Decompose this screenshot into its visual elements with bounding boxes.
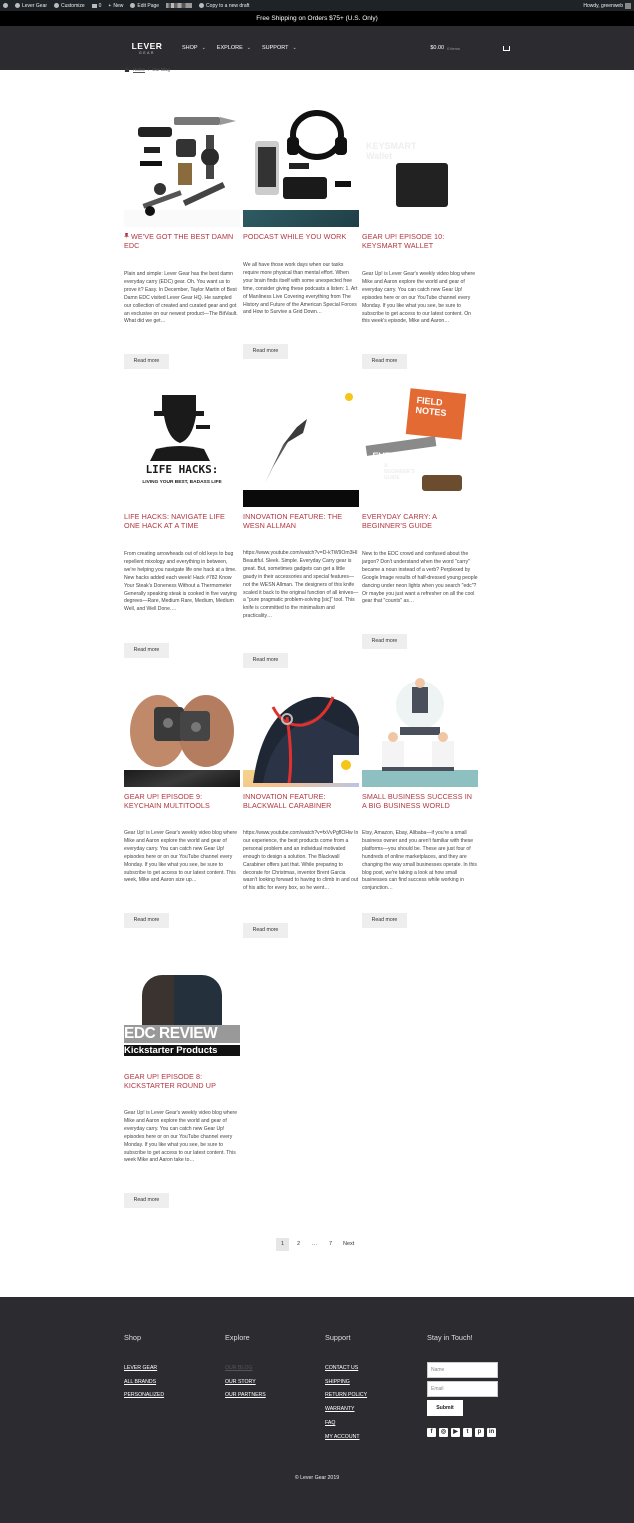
newsletter-submit-button[interactable]: Submit [427,1400,463,1416]
blog-post-card [362,387,478,651]
read-more-button[interactable]: Read more [362,634,407,649]
blog-post-card [362,107,478,373]
twitter-icon[interactable]: t [463,1428,472,1437]
footer-link-our-blog[interactable]: OUR BLOG [225,1365,253,1371]
wordpress-icon [3,3,8,8]
blog-post-card [362,667,478,929]
post-title-text: WE'VE GOT THE BEST DAMN EDC [124,232,234,250]
edit-page-item[interactable] [130,3,159,9]
logo-sub-text: GEAR [139,50,155,55]
youtube-icon[interactable]: ▶ [451,1428,460,1437]
instagram-icon[interactable]: ◎ [440,1429,447,1435]
read-more-button[interactable]: Read more [124,913,169,928]
post-excerpt: Etsy, Amazon, Ebay, Alibaba—if you're a small business owner and you aren't familiar with these platforms—you should be. These are just four of hundreds of online marketplaces, and they are changing the way small businesses operate. In this blog post, we're taking a look at how small businesses can find success while working in conjunction… [362,830,477,892]
nav-support-label: SUPPORT [261,45,289,51]
footer-link-our-partners[interactable]: OUR PARTNERS [225,1392,266,1399]
post-thumbnail[interactable] [243,210,359,227]
footer-link-lever-gear[interactable]: LEVER GEAR [124,1365,158,1371]
copy-icon [199,3,204,8]
footer-link-warranty[interactable]: WARRANTY [325,1406,355,1413]
post-thumbnail[interactable] [243,770,359,787]
brush-icon [54,3,59,8]
copyright: © Lever Gear 2019 [294,1475,340,1481]
page-dots: … [311,1241,318,1247]
pinterest-icon[interactable]: p [475,1428,484,1437]
next-page-link[interactable]: Next [343,1241,355,1247]
breadcrumb-current: Our Blog [152,67,171,72]
page-2-link[interactable]: 2 [296,1241,301,1247]
chevron-down-icon: ⌄ [292,45,297,51]
post-title[interactable]: INNOVATION FEATURE: BLACKWALL CARABINER [243,792,332,810]
post-title[interactable]: SMALL BUSINESS SUCCESS IN A BIG BUSINESS WORLD [362,792,473,810]
footer-link-personalized[interactable]: PERSONALIZED [124,1392,165,1399]
new-label: New [113,2,124,9]
footer-newsletter-title: Stay in Touch! [427,1333,473,1342]
social-links [427,1428,498,1437]
customize-item[interactable] [54,3,85,9]
post-thumbnail[interactable] [124,210,240,227]
comments-item[interactable] [92,3,102,9]
blog-post-card [243,387,359,669]
post-title[interactable]: INNOVATION FEATURE: THE WESN ALLMAN [243,512,343,530]
read-more-button[interactable]: Read more [124,643,169,658]
my-account-item[interactable] [583,3,631,9]
site-footer [0,1297,634,1523]
keychain-multitools-in-hands-image [124,770,240,783]
footer-support-title: Support [325,1333,351,1342]
pencil-icon [130,3,135,8]
knife-image [243,490,359,503]
cart-item-count: 0 items [447,45,460,51]
post-thumbnail[interactable] [362,770,478,787]
footer-link-all-brands[interactable]: ALL BRANDS [124,1378,157,1385]
facebook-icon[interactable]: f [427,1428,436,1437]
post-thumbnail[interactable] [124,770,240,787]
comments-count: 0 [98,2,102,9]
post-excerpt: https://www.youtube.com/watch?v=D-kTW9Om3HI Beautiful. Sleek. Simple. Everyday Carry gear is great. But, sometimes gadgets can get a little gaudy in their accessories and special features—not the WESN Allman. The designers of this knife scaled it back to the original function of all knives—a "pure pragmatic problem-solving [sic]" tool. This knife is committed to the minimalism and practicality… [243,550,359,620]
footer-shop-title: Shop [124,1333,142,1342]
post-excerpt: Gear Up! is Lever Gear's weekly video blog where Mike and Aaron explore the world and gear of everyday carry. You can catch new Gear Up! episodes here or on our YouTube channel every Monday. If you like what you see, be sure to subscribe to get access to our latest content. This week Mike and Aaron take to… [124,1110,238,1164]
post-title[interactable] [124,232,240,250]
pagination [276,1238,357,1251]
footer-link-my-account[interactable]: MY ACCOUNT [325,1433,360,1440]
footer-explore-column [225,1333,266,1403]
read-more-button[interactable]: Read more [362,354,407,369]
chevron-down-icon: ⌄ [201,45,206,51]
post-title[interactable]: LIFE HACKS: NAVIGATE LIFE ONE HACK AT A TIME [124,512,225,530]
blog-post-card [124,667,240,929]
post-title[interactable]: GEAR UP! EPISODE 8: KICKSTARTER ROUND UP [124,1072,216,1090]
site-logo[interactable] [127,42,167,55]
nav-explore[interactable] [217,45,251,51]
footer-shop-column [124,1333,164,1403]
site-name-item[interactable] [15,3,47,9]
wp-logo-item[interactable] [3,3,8,8]
footer-link-shipping[interactable]: SHIPPING [325,1378,350,1385]
blog-post-card [243,107,359,363]
promo-bar: Free Shipping on Orders $75+ (U.S. Only) [0,11,634,26]
linkedin-icon[interactable]: in [488,1429,495,1435]
chevron-down-icon: ⌄ [246,45,251,51]
breadcrumb [124,67,170,72]
read-more-button[interactable]: Read more [243,923,288,938]
customize-label: Customize [61,2,85,9]
stats-sparkline-icon [166,3,192,8]
post-title[interactable]: PODCAST WHILE YOU WORK [243,232,347,241]
nav-shop[interactable] [182,45,206,51]
blog-post-card [243,667,359,939]
footer-link-our-story[interactable]: OUR STORY [225,1378,256,1385]
post-excerpt: Gear Up! is Lever Gear's weekly video blog where Mike and Aaron explore the world and gear of everyday carry. You can catch new Gear Up! episodes here or on our YouTube channel every Monday. If you like what you see, be sure to subscribe to get access to our latest content. On this week's episode, Mike and Aaron… [362,271,476,325]
footer-explore-title: Explore [225,1333,250,1342]
page-1-current: 1 [276,1238,289,1251]
home-icon [15,3,20,8]
page-7-link[interactable]: 7 [328,1241,333,1247]
primary-nav [182,45,297,51]
admin-bar-left [3,3,249,9]
footer-support-column [325,1333,367,1444]
nav-support[interactable] [262,45,297,51]
edc-gear-flatlay-image [124,210,240,223]
read-more-button[interactable]: Read more [243,344,288,359]
post-excerpt: We all have those work days when our tasks require more physical than mental effort. When your brain finds itself with some unexpected free time, consider giving these podcasts a listen: 1. Art of Manliness Live Covering everything from The History and Future of the American Special Forces and How to Survive a Grid Down… [243,262,358,316]
wp-admin-bar [0,0,634,11]
site-name-label: Lever Gear [22,2,48,9]
footer-link-return-policy[interactable]: RETURN POLICY [325,1392,368,1399]
footer-newsletter-column [427,1333,498,1437]
blog-post-card [124,387,240,659]
read-more-button[interactable]: Read more [124,1193,169,1208]
copy-draft-item[interactable] [199,3,249,9]
nav-shop-label: SHOP [182,45,198,51]
post-excerpt: https://www.youtube.com/watch?v=fxVvPgflOHw In our experience, the best products come from a personal problem and an individual motivated enough to design a solution. The Blackwall Carabiner offers just that. While preparing to decorate for Christmas, inventor Brent Garcia wasn't looking forward to having to climb in and out of his attic for every box, so he went… [243,830,359,892]
read-more-button[interactable]: Read more [243,653,288,668]
edit-page-label: Edit Page [137,2,160,9]
post-excerpt: From creating arrowheads out of old keys to bug repellent mixology and everything in between, we're helping you navigate life one hack at a time. New hacks added each week! Hack #782 Know Your Steak's Doneness Without a Thermometer Generally speaking steak is cooked in five varying degrees—Rare, Medium Rare, Medium, Medium Well, and Well Done.… [124,551,237,613]
blog-post-card [124,947,240,1209]
site-header [0,26,634,70]
blog-post-card [124,107,240,373]
carabiner-on-bag-image [243,770,359,783]
business-illustration-image [362,770,478,783]
cart-total: $0.00 [430,45,445,51]
home-icon [124,67,130,72]
admin-bar-right [583,3,631,9]
basket-icon [503,46,510,51]
header-cart[interactable] [430,26,510,70]
podcast-headphones-image [243,210,359,223]
new-content-item[interactable] [108,3,123,9]
post-excerpt: New to the EDC crowd and confused about the jargon? Don't understand when the word "carry" became a noun instead of a verb? Perplexed by Google Image results of half-dressed young people dancing under neon lights when you search "edc"? Or maybe you just want a refresher on all the cool gear that "counts" as… [362,551,478,605]
logo-main-text: LEVER [131,40,163,51]
post-title[interactable]: GEAR UP! EPISODE 9: KEYCHAIN MULTITOOLS [124,792,210,810]
post-excerpt: Gear Up! is Lever Gear's weekly video blog where Mike and Aaron explore the world and gear of everyday carry. You can catch new Gear Up! episodes here or on our YouTube channel every Monday. If you like what you see, be sure to subscribe to get access to our latest content. This week, Mike and Aaron size up… [124,830,238,884]
post-excerpt: Plain and simple: Lever Gear has the best damn everyday carry (EDC) gear. Oh. You want us to prove it? Easy. In December, Taylor Martin of Best Damn EDC visited Lever Gear HQ. He sampled our collection of created and curated gear and got an exclusive on our newest product—The BitVault. What did we get… [124,271,238,325]
newsletter-name-input[interactable]: Name [427,1362,498,1378]
post-title[interactable]: GEAR UP! EPISODE 10: KEYSMART WALLET [362,232,445,250]
stats-item[interactable] [166,3,192,8]
read-more-button[interactable]: Read more [362,913,407,928]
footer-link-faq[interactable]: FAQ [325,1419,336,1426]
read-more-button[interactable]: Read more [124,354,169,369]
nav-explore-label: EXPLORE [216,45,243,51]
footer-link-contact-us[interactable]: CONTACT US [325,1365,359,1371]
newsletter-email-input[interactable]: Email [427,1381,498,1397]
comment-icon [92,4,97,8]
breadcrumb-home-link[interactable]: Home [133,67,146,72]
pin-icon [124,233,129,239]
copy-draft-label: Copy to a new draft [206,2,250,9]
post-title[interactable]: EVERYDAY CARRY: A BEGINNER'S GUIDE [362,512,437,530]
plus-icon: + [108,2,112,9]
avatar [625,3,631,9]
howdy-label: Howdy, greenweb [583,2,623,9]
post-thumbnail[interactable] [243,490,359,507]
breadcrumb-separator: / [148,67,150,72]
